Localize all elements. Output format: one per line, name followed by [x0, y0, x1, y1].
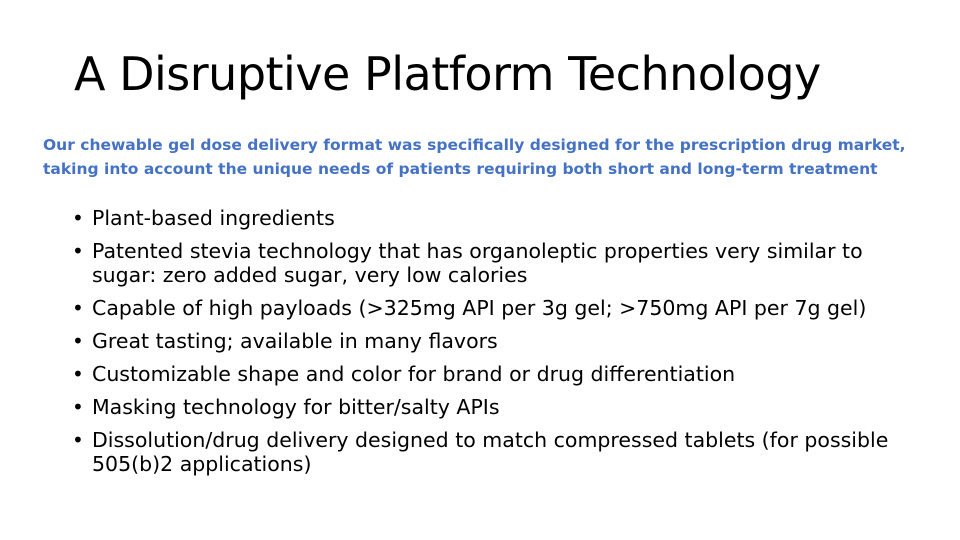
- bullet-icon: •: [72, 296, 84, 320]
- bullet-item: [70, 239, 930, 287]
- bullet-item: [70, 206, 930, 230]
- bullet-item: [70, 296, 930, 320]
- bullet-icon: •: [72, 428, 84, 452]
- slide-subtitle: Our chewable gel dose delivery format was specifically designed for the prescription drug market, taking into account the unique needs of patients requiring both short and long-term treatment: [43, 136, 906, 178]
- bullet-text: Dissolution/drug delivery designed to match compressed tablets (for possible 505(b)2 applications): [92, 428, 889, 476]
- bullet-icon: •: [72, 362, 84, 386]
- bullet-icon: •: [72, 206, 84, 230]
- bullet-text: Masking technology for bitter/salty APIs: [92, 395, 500, 419]
- bullet-item: [70, 329, 930, 353]
- bullet-icon: •: [72, 395, 84, 419]
- bullet-text: Great tasting; available in many flavors: [92, 329, 498, 353]
- bullet-item: [70, 395, 930, 419]
- bullet-text: Customizable shape and color for brand or drug differentiation: [92, 362, 736, 386]
- bullet-list: [70, 206, 930, 485]
- bullet-icon: •: [72, 329, 84, 353]
- bullet-item: [70, 428, 930, 476]
- bullet-icon: •: [72, 239, 84, 263]
- bullet-text: Capable of high payloads (>325mg API per 3g gel; >750mg API per 7g gel): [92, 296, 867, 320]
- bullet-item: [70, 362, 930, 386]
- bullet-text: Plant-based ingredients: [92, 206, 335, 230]
- slide-title: A Disruptive Platform Technology: [74, 47, 821, 101]
- bullet-text: Patented stevia technology that has organoleptic properties very similar to sugar: zero added sugar, very low calories: [92, 239, 863, 287]
